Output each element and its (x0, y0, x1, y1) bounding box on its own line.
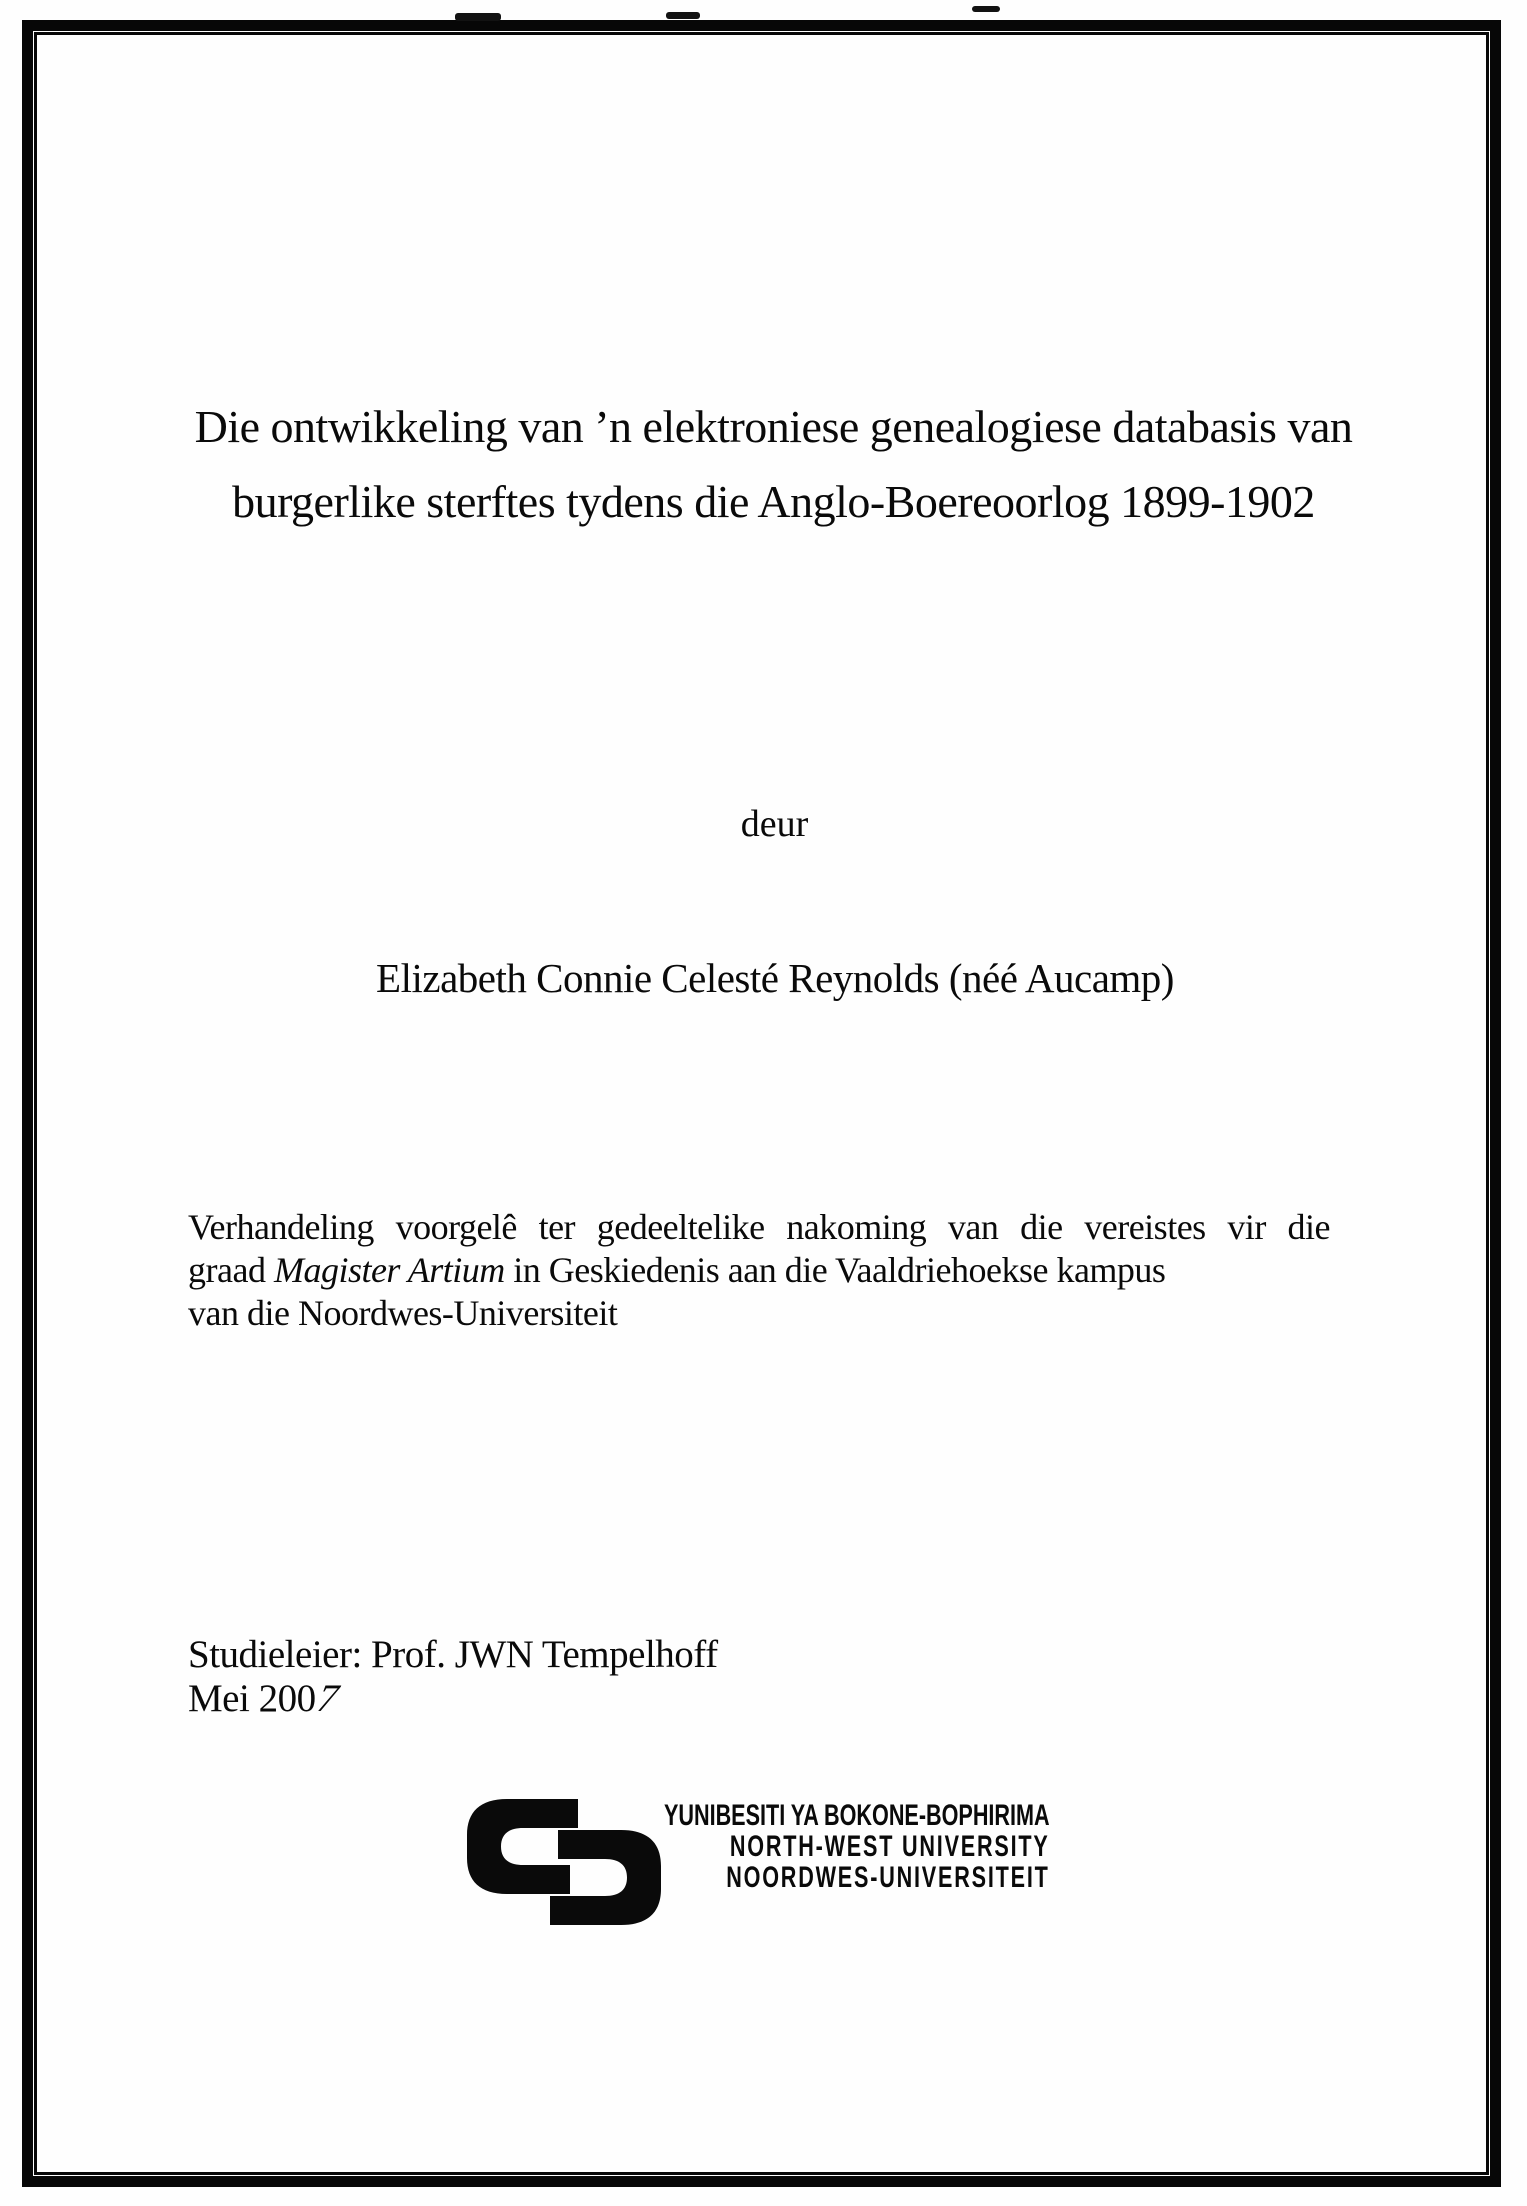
date-line (188, 1677, 718, 1721)
title-line-1: Die ontwikkeling van ’n elektroniese genealogiese databasis van (194, 401, 1353, 452)
author-name: Elizabeth Connie Celesté Reynolds (néé Aucamp) (376, 955, 1174, 1001)
nwu-logo-wordmark (514, 1800, 1050, 1893)
scan-artifact (972, 6, 1000, 12)
thesis-title (60, 389, 1487, 539)
logo-text-setswana: YUNIBESITI YA BOKONE-BOPHIRIMA (664, 1799, 1050, 1832)
logo-text-english: NORTH-WEST UNIVERSITY (730, 1830, 1050, 1863)
date-prefix: Mei 200 (188, 1677, 316, 1720)
date-last-digit: 7 (309, 1677, 345, 1720)
nwu-logo (467, 1797, 1050, 1932)
submission-statement (188, 1206, 1330, 1335)
submission-line-2 (188, 1249, 1330, 1292)
scan-artifact (666, 12, 700, 19)
scan-artifact (455, 13, 501, 21)
degree-name: Magister Artium (273, 1250, 505, 1290)
supervisor-line: Studieleier: Prof. JWN Tempelhoff (188, 1633, 718, 1676)
submission-line-2-pre: graad (188, 1250, 274, 1290)
title-line-2: burgerlike sterftes tydens die Anglo-Boereoorlog 1899-1902 (232, 476, 1315, 527)
submission-line-2-post: in Geskiedenis aan die Vaaldriehoekse kampus (504, 1250, 1166, 1290)
supervisor-block (188, 1633, 718, 1721)
submission-line-1: Verhandeling voorgelê ter gedeeltelike nakoming van die vereistes vir die (188, 1207, 1330, 1247)
logo-text-afrikaans: NOORDWES-UNIVERSITEIT (726, 1861, 1050, 1894)
submission-line-3: van die Noordwes-Universiteit (188, 1293, 618, 1333)
byline-label: deur (740, 803, 809, 845)
